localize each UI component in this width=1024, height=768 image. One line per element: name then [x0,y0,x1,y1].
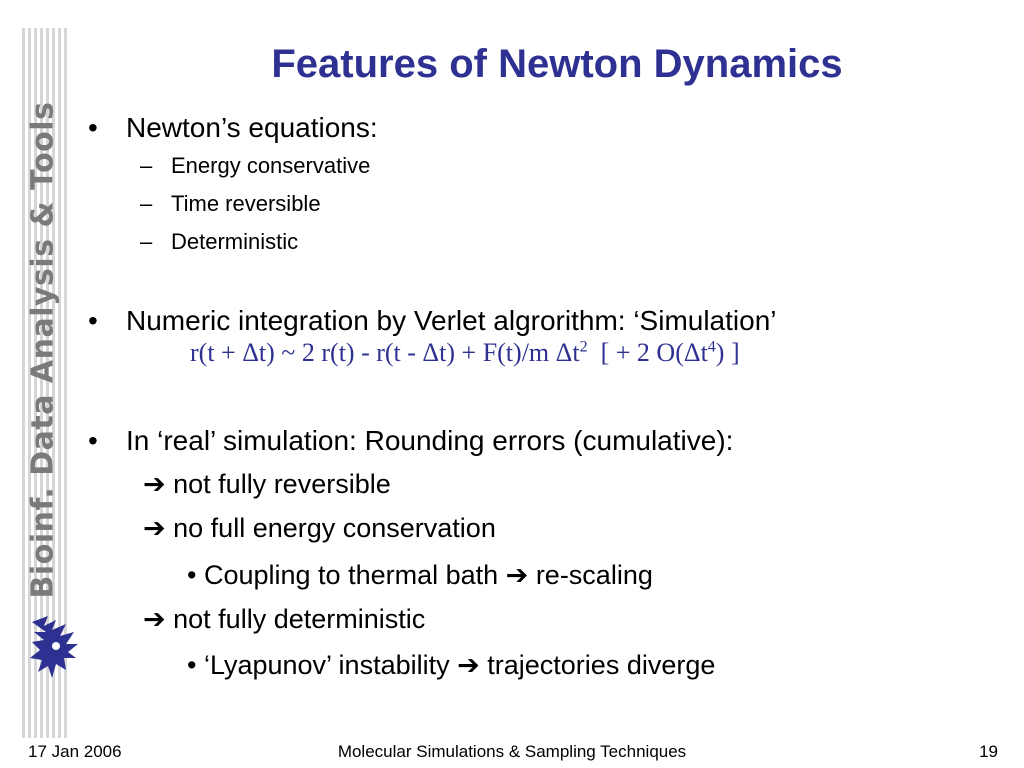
detail-text: ‘Lyapunov’ instability [203,650,450,680]
right-arrow-icon: ➔ [143,469,166,499]
subitem-energy-conservative: Energy conservative [171,153,371,178]
detail-lyapunov [187,650,715,681]
bullet-real-simulation: In ‘real’ simulation: Rounding errors (cumulative): [126,425,734,456]
consequence-text: not fully deterministic [173,604,426,634]
consequence-text: not fully reversible [173,469,391,499]
subitem-deterministic: Deterministic [171,229,299,254]
formula-exponent: 4 [707,338,716,356]
detail-text: Coupling to thermal bath [203,560,499,590]
slide-title: Features of Newton Dynamics [271,42,843,86]
dash-marker: – [140,153,153,178]
right-arrow-icon: ➔ [505,560,529,590]
footer-page-number: 19 [979,742,998,761]
bullet-numeric-integration: Numeric integration by Verlet algrorithm: ‘Simulation’ [126,305,777,336]
formula-exponent: 2 [579,338,588,356]
footer-date: 17 Jan 2006 [28,742,122,761]
dash-marker: – [140,191,153,216]
detail-result: trajectories diverge [487,650,716,680]
sub-bullet-marker: • [187,650,197,680]
consequence-not-deterministic [143,604,425,635]
consequence-text: no full energy conservation [173,513,496,543]
sub-bullet-marker: • [187,560,197,590]
bullet-marker: • [88,305,98,336]
consequence-not-reversible [143,469,391,500]
bullet-newtons-equations: Newton’s equations: [126,112,378,143]
bullet-marker: • [88,425,98,456]
right-arrow-icon: ➔ [457,650,480,680]
formula-main: r(t + Δt) ~ 2 r(t) - r(t - Δt) + F(t)/m Δt [190,338,580,367]
verlet-formula [190,338,740,368]
right-arrow-icon: ➔ [143,513,166,543]
consequence-no-energy-conservation [143,513,496,544]
formula-end: ) ] [715,338,740,367]
subitem-time-reversible: Time reversible [171,191,321,216]
bullet-marker: • [88,112,98,143]
footer-course: Molecular Simulations & Sampling Techniques [337,742,687,761]
griffin-logo-icon [26,612,84,684]
formula-error-term: [ + 2 O(Δt [600,338,708,367]
dash-marker: – [140,229,153,254]
right-arrow-icon: ➔ [143,604,166,634]
sidebar-vertical-title: Bioinf. Data Analysis & Tools [25,101,61,599]
detail-result: re-scaling [535,560,653,590]
detail-thermal-bath [187,560,653,591]
